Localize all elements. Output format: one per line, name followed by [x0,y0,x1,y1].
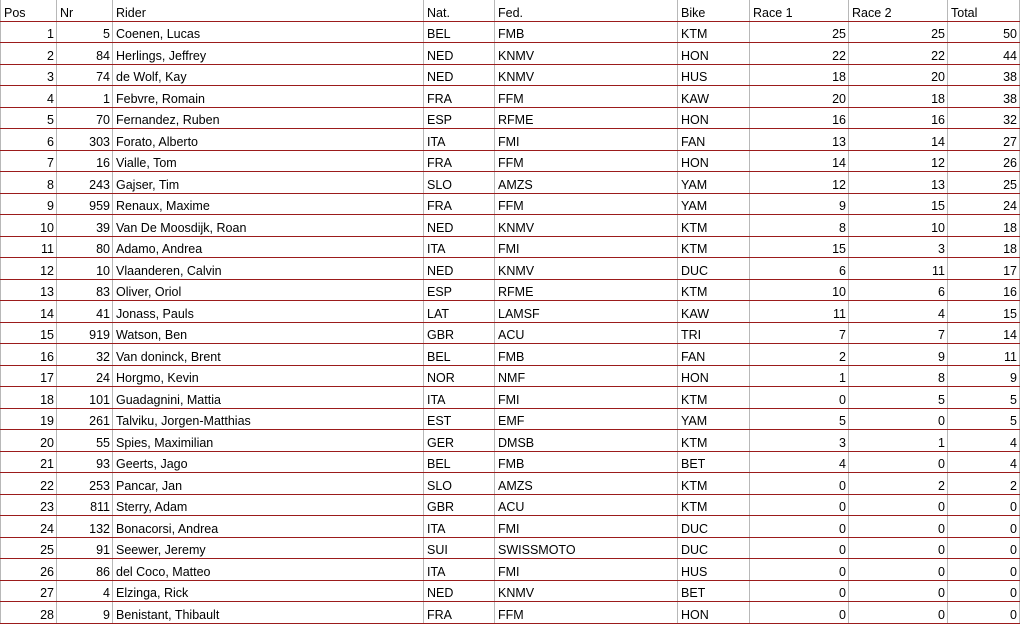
nr-cell: 261 [57,408,113,430]
col-header-total: Total [948,0,1020,21]
pos-cell: 18 [1,387,57,409]
nr-cell: 16 [57,150,113,172]
table-row [1,86,1020,108]
nr-cell: 303 [57,129,113,151]
total-cell: 18 [948,215,1020,237]
rider-cell: Bonacorsi, Andrea [113,516,424,538]
bike-cell: KTM [678,215,750,237]
col-header-bike: Bike [678,0,750,21]
bike-cell: KTM [678,494,750,516]
race2-cell: 0 [849,559,948,581]
race2-cell: 22 [849,43,948,65]
nat-cell: NED [424,215,495,237]
table-row [1,258,1020,280]
race1-cell: 4 [750,451,849,473]
race2-cell: 9 [849,344,948,366]
fed-cell: NMF [495,365,678,387]
nr-cell: 959 [57,193,113,215]
nat-cell: ESP [424,279,495,301]
nat-cell: BEL [424,21,495,43]
race2-cell: 20 [849,64,948,86]
race1-cell: 13 [750,129,849,151]
race2-cell: 7 [849,322,948,344]
race1-cell: 14 [750,150,849,172]
race1-cell: 3 [750,430,849,452]
total-cell: 50 [948,21,1020,43]
nat-cell: SLO [424,473,495,495]
rider-cell: Herlings, Jeffrey [113,43,424,65]
rider-cell: Fernandez, Ruben [113,107,424,129]
total-cell: 0 [948,537,1020,559]
pos-cell: 21 [1,451,57,473]
nat-cell: SUI [424,537,495,559]
pos-cell: 14 [1,301,57,323]
fed-cell: FMI [495,559,678,581]
col-header-pos: Pos [1,0,57,21]
fed-cell: FFM [495,602,678,624]
total-cell: 0 [948,580,1020,602]
nat-cell: ITA [424,129,495,151]
nat-cell: ESP [424,107,495,129]
pos-cell: 23 [1,494,57,516]
rider-cell: Vlaanderen, Calvin [113,258,424,280]
nr-cell: 9 [57,602,113,624]
table-row [1,322,1020,344]
rider-cell: Watson, Ben [113,322,424,344]
fed-cell: FMI [495,387,678,409]
nat-cell: ITA [424,516,495,538]
race1-cell: 25 [750,21,849,43]
fed-cell: AMZS [495,473,678,495]
race2-cell: 1 [849,430,948,452]
bike-cell: HON [678,602,750,624]
nr-cell: 243 [57,172,113,194]
pos-cell: 9 [1,193,57,215]
table-row [1,172,1020,194]
bike-cell: KTM [678,279,750,301]
nr-cell: 70 [57,107,113,129]
total-cell: 5 [948,387,1020,409]
pos-cell: 6 [1,129,57,151]
col-header-race1: Race 1 [750,0,849,21]
col-header-race2: Race 2 [849,0,948,21]
nr-cell: 84 [57,43,113,65]
rider-cell: Vialle, Tom [113,150,424,172]
fed-cell: KNMV [495,580,678,602]
nr-cell: 101 [57,387,113,409]
fed-cell: KNMV [495,43,678,65]
race2-cell: 0 [849,494,948,516]
fed-cell: FMI [495,516,678,538]
fed-cell: LAMSF [495,301,678,323]
race1-cell: 9 [750,193,849,215]
race2-cell: 6 [849,279,948,301]
rider-cell: Horgmo, Kevin [113,365,424,387]
total-cell: 16 [948,279,1020,301]
bike-cell: HON [678,150,750,172]
rider-cell: Seewer, Jeremy [113,537,424,559]
pos-cell: 28 [1,602,57,624]
rider-cell: Elzinga, Rick [113,580,424,602]
rider-cell: Van De Moosdijk, Roan [113,215,424,237]
table-row [1,107,1020,129]
total-cell: 11 [948,344,1020,366]
race2-cell: 13 [849,172,948,194]
race2-cell: 0 [849,537,948,559]
race2-cell: 14 [849,129,948,151]
race2-cell: 0 [849,602,948,624]
rider-cell: Geerts, Jago [113,451,424,473]
race1-cell: 0 [750,559,849,581]
race2-cell: 18 [849,86,948,108]
pos-cell: 1 [1,21,57,43]
nat-cell: NOR [424,365,495,387]
fed-cell: KNMV [495,64,678,86]
total-cell: 38 [948,86,1020,108]
bike-cell: HON [678,107,750,129]
rider-cell: Adamo, Andrea [113,236,424,258]
bike-cell: KTM [678,473,750,495]
race1-cell: 20 [750,86,849,108]
bike-cell: DUC [678,516,750,538]
nat-cell: NED [424,258,495,280]
total-cell: 18 [948,236,1020,258]
fed-cell: FMI [495,129,678,151]
total-cell: 5 [948,408,1020,430]
bike-cell: HON [678,43,750,65]
total-cell: 4 [948,451,1020,473]
nat-cell: GBR [424,322,495,344]
race1-cell: 0 [750,516,849,538]
table-row [1,473,1020,495]
fed-cell: ACU [495,494,678,516]
race2-cell: 15 [849,193,948,215]
bike-cell: DUC [678,258,750,280]
table-body [1,21,1020,623]
race2-cell: 8 [849,365,948,387]
fed-cell: FMI [495,236,678,258]
pos-cell: 15 [1,322,57,344]
pos-cell: 12 [1,258,57,280]
bike-cell: YAM [678,408,750,430]
bike-cell: HON [678,365,750,387]
nat-cell: GER [424,430,495,452]
bike-cell: FAN [678,129,750,151]
total-cell: 0 [948,516,1020,538]
race1-cell: 15 [750,236,849,258]
table-row [1,43,1020,65]
fed-cell: RFME [495,107,678,129]
total-cell: 15 [948,301,1020,323]
race2-cell: 11 [849,258,948,280]
bike-cell: HUS [678,559,750,581]
race1-cell: 10 [750,279,849,301]
nat-cell: NED [424,43,495,65]
rider-cell: Oliver, Oriol [113,279,424,301]
col-header-rider: Rider [113,0,424,21]
nat-cell: GBR [424,494,495,516]
race2-cell: 16 [849,107,948,129]
bike-cell: YAM [678,172,750,194]
table-row [1,602,1020,624]
race1-cell: 2 [750,344,849,366]
nr-cell: 253 [57,473,113,495]
nat-cell: BEL [424,344,495,366]
race2-cell: 0 [849,580,948,602]
rider-cell: Spies, Maximilian [113,430,424,452]
rider-cell: Forato, Alberto [113,129,424,151]
race1-cell: 22 [750,43,849,65]
fed-cell: KNMV [495,258,678,280]
total-cell: 17 [948,258,1020,280]
table-row [1,344,1020,366]
race1-cell: 0 [750,387,849,409]
table-row [1,516,1020,538]
pos-cell: 7 [1,150,57,172]
fed-cell: SWISSMOTO [495,537,678,559]
nr-cell: 74 [57,64,113,86]
table-row [1,408,1020,430]
rider-cell: Pancar, Jan [113,473,424,495]
table-row [1,64,1020,86]
nat-cell: LAT [424,301,495,323]
pos-cell: 11 [1,236,57,258]
fed-cell: EMF [495,408,678,430]
nr-cell: 55 [57,430,113,452]
nat-cell: FRA [424,193,495,215]
fed-cell: FMB [495,21,678,43]
total-cell: 2 [948,473,1020,495]
nr-cell: 91 [57,537,113,559]
total-cell: 0 [948,559,1020,581]
table-row [1,387,1020,409]
rider-cell: del Coco, Matteo [113,559,424,581]
table-row [1,129,1020,151]
fed-cell: FFM [495,86,678,108]
fed-cell: AMZS [495,172,678,194]
race2-cell: 4 [849,301,948,323]
race1-cell: 0 [750,602,849,624]
bike-cell: DUC [678,537,750,559]
pos-cell: 22 [1,473,57,495]
nr-cell: 93 [57,451,113,473]
rider-cell: Gajser, Tim [113,172,424,194]
bike-cell: KAW [678,86,750,108]
fed-cell: KNMV [495,215,678,237]
nr-cell: 811 [57,494,113,516]
pos-cell: 10 [1,215,57,237]
race2-cell: 25 [849,21,948,43]
race1-cell: 0 [750,473,849,495]
table-row [1,301,1020,323]
rider-cell: Talviku, Jorgen-Matthias [113,408,424,430]
total-cell: 32 [948,107,1020,129]
table-header [1,0,1020,21]
rider-cell: de Wolf, Kay [113,64,424,86]
pos-cell: 8 [1,172,57,194]
bike-cell: BET [678,451,750,473]
rider-cell: Jonass, Pauls [113,301,424,323]
bike-cell: KTM [678,236,750,258]
table-row [1,430,1020,452]
race2-cell: 0 [849,408,948,430]
total-cell: 14 [948,322,1020,344]
race1-cell: 5 [750,408,849,430]
nat-cell: NED [424,64,495,86]
bike-cell: FAN [678,344,750,366]
pos-cell: 2 [1,43,57,65]
nr-cell: 32 [57,344,113,366]
table-row [1,150,1020,172]
rider-cell: Renaux, Maxime [113,193,424,215]
total-cell: 0 [948,494,1020,516]
nr-cell: 24 [57,365,113,387]
pos-cell: 16 [1,344,57,366]
bike-cell: KTM [678,430,750,452]
race1-cell: 6 [750,258,849,280]
race2-cell: 0 [849,516,948,538]
table-row [1,21,1020,43]
pos-cell: 5 [1,107,57,129]
race2-cell: 0 [849,451,948,473]
pos-cell: 13 [1,279,57,301]
pos-cell: 25 [1,537,57,559]
fed-cell: FMB [495,344,678,366]
bike-cell: BET [678,580,750,602]
race1-cell: 11 [750,301,849,323]
table-row [1,193,1020,215]
nr-cell: 132 [57,516,113,538]
nr-cell: 10 [57,258,113,280]
nat-cell: BEL [424,451,495,473]
fed-cell: RFME [495,279,678,301]
total-cell: 27 [948,129,1020,151]
bike-cell: HUS [678,64,750,86]
nat-cell: SLO [424,172,495,194]
nr-cell: 919 [57,322,113,344]
race2-cell: 10 [849,215,948,237]
fed-cell: FMB [495,451,678,473]
rider-cell: Benistant, Thibault [113,602,424,624]
race1-cell: 0 [750,580,849,602]
pos-cell: 26 [1,559,57,581]
bike-cell: KTM [678,387,750,409]
header-row [1,0,1020,21]
race1-cell: 16 [750,107,849,129]
nr-cell: 86 [57,559,113,581]
race2-cell: 12 [849,150,948,172]
nr-cell: 41 [57,301,113,323]
fed-cell: DMSB [495,430,678,452]
race1-cell: 7 [750,322,849,344]
total-cell: 38 [948,64,1020,86]
race2-cell: 5 [849,387,948,409]
total-cell: 0 [948,602,1020,624]
rider-cell: Febvre, Romain [113,86,424,108]
nr-cell: 5 [57,21,113,43]
nat-cell: ITA [424,559,495,581]
col-header-fed: Fed. [495,0,678,21]
race1-cell: 12 [750,172,849,194]
total-cell: 24 [948,193,1020,215]
table-row [1,236,1020,258]
total-cell: 44 [948,43,1020,65]
pos-cell: 24 [1,516,57,538]
nat-cell: FRA [424,602,495,624]
total-cell: 9 [948,365,1020,387]
pos-cell: 3 [1,64,57,86]
bike-cell: TRI [678,322,750,344]
table-row [1,559,1020,581]
pos-cell: 19 [1,408,57,430]
nat-cell: FRA [424,150,495,172]
bike-cell: KTM [678,21,750,43]
nat-cell: EST [424,408,495,430]
nr-cell: 1 [57,86,113,108]
table-row [1,494,1020,516]
pos-cell: 4 [1,86,57,108]
nr-cell: 80 [57,236,113,258]
pos-cell: 27 [1,580,57,602]
table-row [1,365,1020,387]
table-row [1,215,1020,237]
race2-cell: 2 [849,473,948,495]
bike-cell: YAM [678,193,750,215]
table-row [1,451,1020,473]
rider-cell: Guadagnini, Mattia [113,387,424,409]
nat-cell: ITA [424,236,495,258]
rider-cell: Coenen, Lucas [113,21,424,43]
nr-cell: 83 [57,279,113,301]
fed-cell: FFM [495,150,678,172]
table-row [1,580,1020,602]
nat-cell: ITA [424,387,495,409]
bike-cell: KAW [678,301,750,323]
race1-cell: 8 [750,215,849,237]
fed-cell: FFM [495,193,678,215]
total-cell: 25 [948,172,1020,194]
total-cell: 4 [948,430,1020,452]
pos-cell: 17 [1,365,57,387]
race1-cell: 1 [750,365,849,387]
race1-cell: 0 [750,537,849,559]
pos-cell: 20 [1,430,57,452]
rider-cell: Van doninck, Brent [113,344,424,366]
col-header-nat: Nat. [424,0,495,21]
race1-cell: 0 [750,494,849,516]
race2-cell: 3 [849,236,948,258]
nr-cell: 4 [57,580,113,602]
total-cell: 26 [948,150,1020,172]
race1-cell: 18 [750,64,849,86]
nat-cell: FRA [424,86,495,108]
col-header-nr: Nr [57,0,113,21]
rider-cell: Sterry, Adam [113,494,424,516]
table-row [1,537,1020,559]
nat-cell: NED [424,580,495,602]
fed-cell: ACU [495,322,678,344]
nr-cell: 39 [57,215,113,237]
table-row [1,279,1020,301]
